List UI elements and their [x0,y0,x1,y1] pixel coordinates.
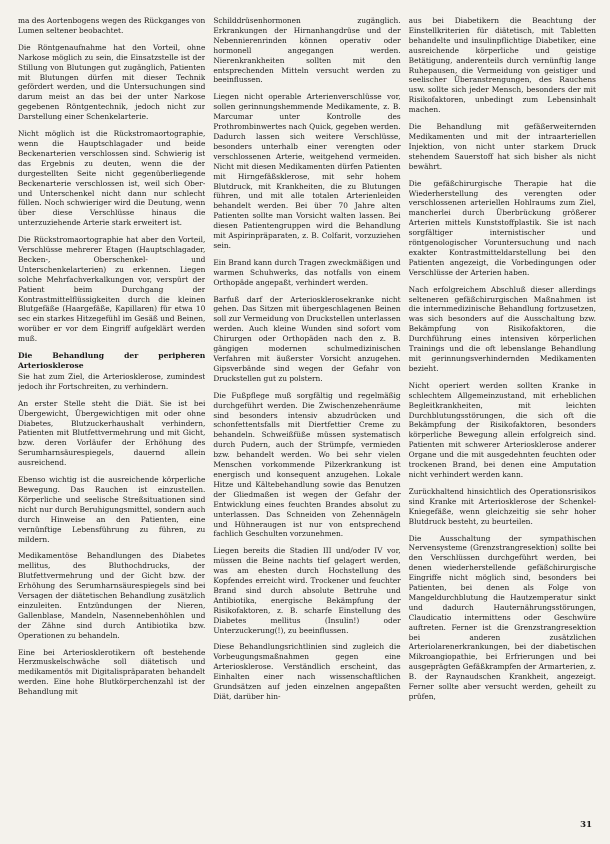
paragraph: Nach erfolgreichem Abschluß dieser allerdings selteneren gefäßchirurgischen Maßnahmen ist die internmedizinische Behandlung fortzusetzen, was sich besonders auf die Ausschaltung bzw. Bekämpfung von Risikofaktoren, die Durchführung eines intensiven körperlichen Trainings und die oft lebenslange Behandlung mit gerinnungsverhindernden Medikamenten bezieht. [408,284,596,373]
paragraph: Die Behandlung mit gefäßerweiternden Medikamenten und mit der intraarteriellen Injektion, von nicht unter starkem Druck stehendem Sauerstoff hat sich bisher als nicht bewährt. [408,122,596,171]
paragraph: Sie hat zum Ziel, die Arteriosklerose, zumindest jedoch ihr Fortschreiten, zu verhindern. [18,371,206,391]
paragraph: An erster Stelle steht die Diät. Sie ist bei Übergewicht, Übergewichtigen mit oder ohne Diabetes, Blutzuckerhaushalt verhindern, Patienten mit Blutfettvermehrung und mit Gicht, bzw. deren Vorläufer der Erhöhung des Serumharnsäurespiegels, dauernd allein ausreichend. [18,398,206,468]
paragraph: Ein Brand kann durch Tragen zweckmäßigen und warmen Schuhwerks, das notfalls von einem Orthopäde angepaßt, verhindert werden. [213,257,401,287]
text-columns [18,16,596,816]
paragraph: ma des Aortenbogens wegen des Rückganges von Lumen seltener beobachtet. [18,16,206,35]
paragraph: Die Rückstromaortographie hat aber den Vorteil, Verschlüsse mehrerer Etagen (Hauptschlagader, Becken-, Oberschenkel- und Unterschenkelarterien) zu erkennen. Liegen solche Mehrfachverkalkungen vor, verspürt der Patient beim Durchgang der Kontrastmittelflüssigkeiten durch die kleinen Blutgefäße (Haargefäße, Kapillaren) für etwa 10 sec ein starkes Hitzegefühl im Gesäß und Beinen, worüber er vor dem Eingriff aufgeklärt werden muß. [18,235,206,344]
paragraph: Die gefäßchirurgische Therapie hat die Wiederherstellung des verengten oder verschlossenen arteriellen Hohlraums zum Ziel, mancherlei durch Überbrückung größerer Arterien mittels Kunststoffplastik. Sie ist nach sorgfältiger internistischer und röntgenologischer Voruntersuchung und nach exakter Kontrastmitteldarstellung bei den Patienten angezeigt, die Vorbedingungen oder Verschlüsse der Arterien haben. [408,178,596,277]
section-heading: Die Behandlung der peripheren Arteriosklerose [18,351,206,370]
paragraph: Die Röntgenaufnahme hat den Vorteil, ohne Narkose möglich zu sein, die Einsatzstelle ist der Stillung von Blutungen gut zugänglich, Patienten mit Blutungen dürfen mit dieser Technik gefördert werden, und die Untersuchungen sind darum meist an das bei der unter Narkose gegebenen Röntgentechnik, jedoch nicht zur Darstellung einer Schenkelarterie. [18,42,206,122]
paragraph: Ebenso wichtig ist die ausreichende körperliche Bewegung. Das Rauchen ist einzustellen. Körperliche und seelische Streßsituationen sind nicht nur durch Beruhigungsmittel, sondern auch durch Hinweise an den Patienten, eine vernünftige Lebensführung zu führen, zu mildern. [18,475,206,544]
paragraph: Die Fußpflege muß sorgfältig und regelmäßig durchgeführt werden. Die Zwischenzehenräume sind besonders intensiv abzudrücken und schonfettentsfalls mit Diertfettier Creme zu behandeln. Schweißfüße müssen systematisch durch Pudern, auch der Strümpfe, vermieden bzw. behandelt werden. Wo bei sehr vielen Menschen vorkommende Pilzerkrankung ist energisch und konsequent anzugehen. Lokale Hitze und Kältebehandlung sowie das Benutzen der Gliedmaßen ist wegen der Gefahr der Entwicklung eines feuchten Brandes absolut zu unterlassen. Das Schneiden von Zehennägeln und Hühneraugen ist nur von entsprechend fachlich Geschulten vorzunehmen. [213,390,401,539]
column-right [409,16,596,816]
paragraph: Liegen bereits die Stadien III und/oder IV vor, müssen die Beine nachts tief gelagert werden, was am ehesten durch Hochstellung des Kopfendes erreicht wird. Trockener und feuchter Brand sind durch absolute Bettruhe und Antibiotika, energische Bekämpfung der Risikofaktoren, z. B. scharfe Einstellung des Diabetes mellitus (Insulin!) oder Unterzuckerung(!), zu beeinflussen. [213,546,401,635]
paragraph: aus bei Diabetikern die Beachtung der Einstellkriterien für diätetisch, mit Tabletten behandelte und insulinpflichtige Diabetiker, eine ausreichende körperliche und geistige Betätigung, anderenteils durch vernünftig lange Ruhepausen, die Vermeidung von geistiger und seelischer Überanstrengungen, des Rauchens usw. sollte sich jeder Mensch, besonders der mit Risikofaktoren, unbedingt zum Lebensinhalt machen. [408,16,596,115]
page-number: 31 [580,820,592,830]
paragraph: Liegen nicht operable Arterienverschlüsse vor, sollen gerinnungshemmende Medikamente, z. B. Marcumar unter Kontrolle des Prothrombinwertes nach Quick, gegeben werden. Dadurch lassen sich weitere Verschlüsse, besonders unterhalb einer verengten oder verschlossenen Arterie, weitgehend vermeiden. Nicht mit diesen Medikamenten dürfen Patienten mit Hirngefäßsklerose, mit sehr hohem Blutdruck, mit Krankheiten, die zu Blutungen führen, und mit alle totalen Arterienleiden behandelt werden. Bei über 70 Jahre alten Patienten sollte man Vorsicht walten lassen. Bei diesen Patientengruppen wird die Behandlung mit Aspirinpräparaten, z. B. Colfarit, vorzuziehen sein. [213,92,401,250]
paragraph: Medikamentöse Behandlungen des Diabetes mellitus, des Bluthochdrucks, der Blutfettvermehrung und der Gicht bzw. der Erhöhung des Serumharnsäurespiegels sind bei Versagen der diätetischen Behandlung zusätzlich einzuleiten. Entzündungen der Nieren, Gallenblase, Mandeln, Nasennebenhöhlen und der Zähne sind durch Antibiotika bzw. Operationen zu behandeln. [18,551,206,640]
column-left [18,16,205,816]
paragraph: Nicht operiert werden sollten Kranke in schlechtem Allgemeinzustand, mit erheblichen Begleitkrankheiten, mit leichten Durchblutungsstörungen, die sich oft die Bekämpfung der Risikofaktoren, besonders körperliche Bewegung allein erfolgreich sind. Patienten mit schwerer Arteriosklerose anderer Organe und die mit ausgedehnten feuchten oder trockenen Brand, bei denen eine Amputation nicht verhindert werden kann. [408,380,596,479]
paragraph: Barfuß darf der Arteriosklerosekranke nicht gehen. Das Sitzen mit übergeschlagenen Beinen soll zur Vermeidung von Druckstellen unterlassen werden. Auch kleine Wunden sind sofort vom Chirurgen oder Orthopäden nach den z. B. gängigen modernen schulmedizinischen Verfahren mit äußerster Vorsicht anzugehen. Gipsverbände sind wegen der Gefahr von Druckstellen gut zu polstern. [213,294,401,383]
paragraph: Eine bei Arteriosklerotikern oft bestehende Herzmuskelschwäche soll diätetisch und medikamentös mit Digitalispräparaten behandelt werden. Eine hohe Blutkörperchenzahl ist der Behandlung mit [18,647,206,697]
column-middle [213,16,400,816]
paragraph: Nicht möglich ist die Rückstromaortographie, wenn die Hauptschlagader und beide Beckenarterien verschlossen sind. Schwierig ist das Ergebnis zu deuten, wenn die der durgestellten Seite nicht gegenüberliegende Beckenarterie verschlossen ist, weil sich Ober- und Unterschenkel nicht dann nur schlecht füllen. Noch schwieriger wird die Deutung, wenn über diese Verschlüsse hinaus die unterzuziehende Arterie stark erweitert ist. [18,129,206,228]
paragraph: Schilddrüsenhormonen zugänglich. Erkrankungen der Hirnanhangdrüse und der Nebennierenrinden können operativ oder hormonell angegangen werden. Nierenkrankheiten sollten mit den entsprechenden Mitteln versucht werden zu beeinflussen. [213,16,401,85]
paragraph: Diese Behandlungsrichtlinien sind zugleich die Vorbeugungsmaßnahmen gegen eine Arteriosklerose. Verständlich erscheint, das Einhalten einer nach wissenschaftlichen Grundsätzen auf jeden einzelnen angepaßten Diät, darüber hin- [213,642,401,701]
paragraph: Zurückhaltend hinsichtlich des Operationsrisikos sind Kranke mit Arteriosklerose der Schenkel-Kniegefäße, wenn gleichzeitig sie sehr hoher Blutdruck besteht, zu beurteilen. [408,486,596,526]
paragraph: Die Ausschaltung der sympathischen Nervensysteme (Grenzstrangresektion) sollte bei den Verschlüssen durchgeführt werden, bei denen wiederherstellende gefäßchirurgische Eingriffe nicht möglich sind, besonders bei Patienten, bei denen als Folge von Mangeldurchblutung die Hautzemperatur sinkt und dadurch Hauternährungsstörungen, Claudicatio intermittens oder Geschwüre auftreten. Ferner ist die Grenzstrangresektion bei anderen zusätzlichen Arteriolarenerkrankungen, bei der diabetischen Mikroangiopathie, bei Erfrierungen und bei ausgeprägten Gefäßkrampfen der Armarterien, z. B. der Raynaudschen Krankheit, angezeigt. Ferner sollte aber versucht werden, geheilt zu prüfen, [408,533,596,701]
